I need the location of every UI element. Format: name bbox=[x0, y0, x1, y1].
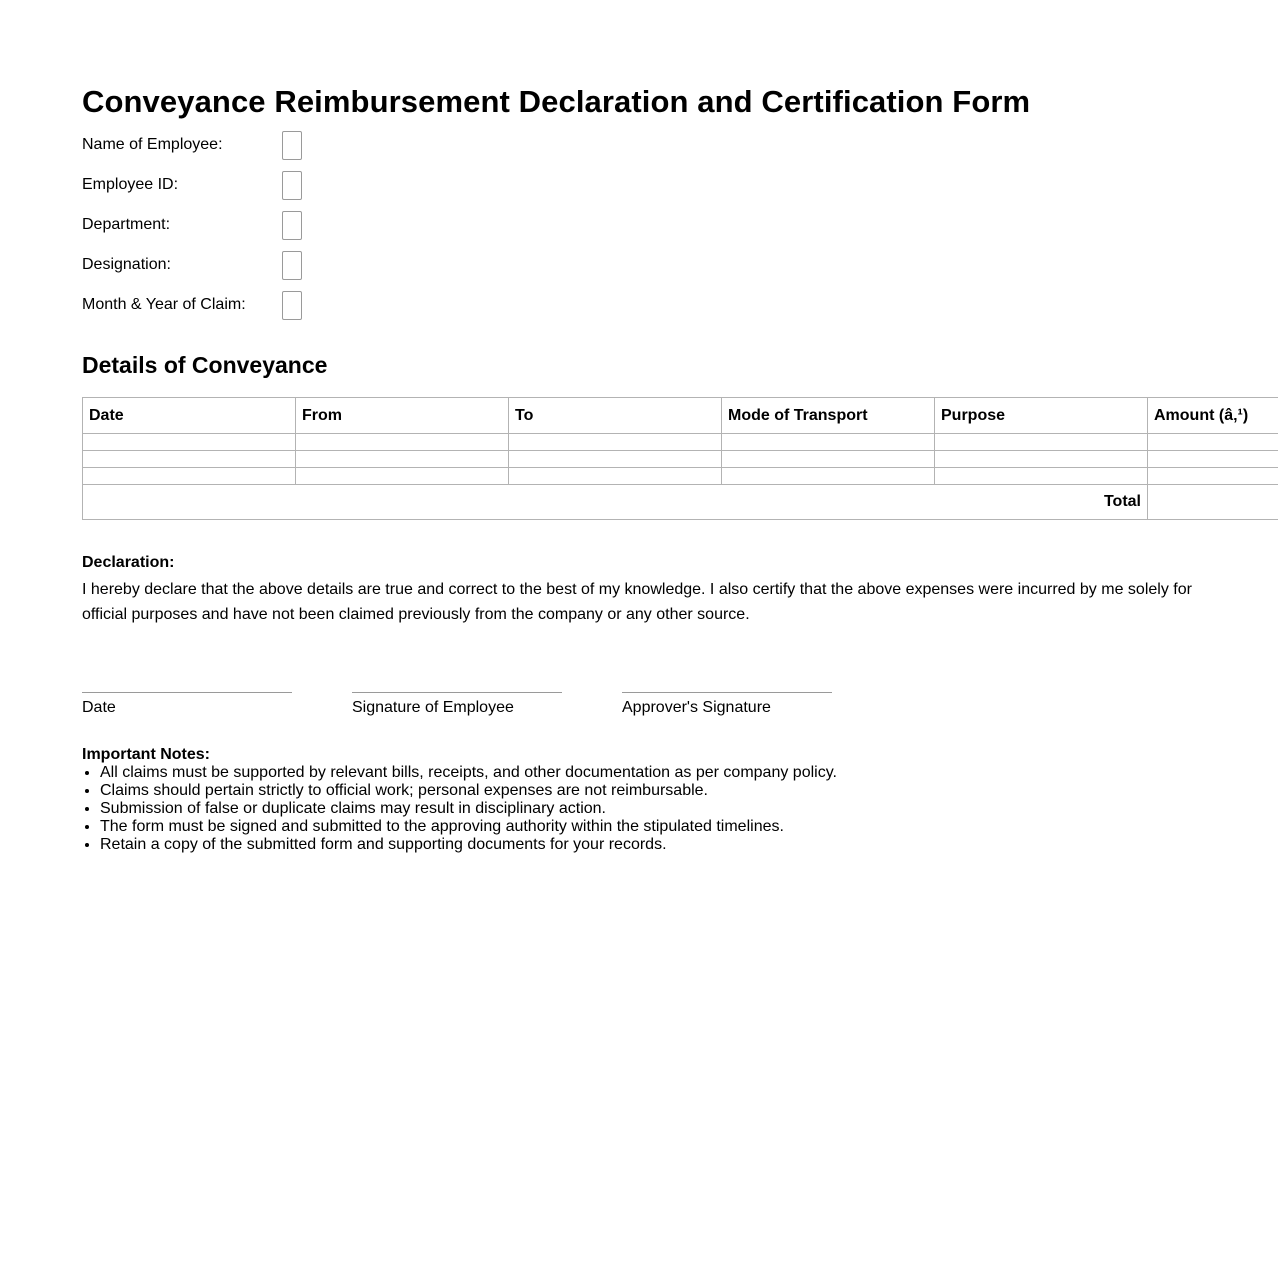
table-row bbox=[83, 468, 1278, 485]
column-header-purpose: Purpose bbox=[935, 398, 1148, 434]
field-name-of-employee bbox=[82, 129, 302, 161]
table-cell[interactable] bbox=[509, 451, 722, 468]
table-cell[interactable] bbox=[722, 468, 935, 485]
list-item: • The form must be signed and submitted to the approving authority within the stipulated timelines. bbox=[100, 818, 837, 836]
conveyance-table bbox=[82, 397, 1278, 520]
table-cell[interactable] bbox=[296, 451, 509, 468]
table-cell[interactable] bbox=[83, 434, 296, 451]
approver-signature-label: Approver's Signature bbox=[622, 699, 771, 716]
table-cell[interactable] bbox=[509, 468, 722, 485]
field-label: Month & Year of Claim: bbox=[82, 296, 246, 313]
notes-title: Important Notes: bbox=[82, 746, 210, 763]
table-cell[interactable] bbox=[722, 451, 935, 468]
column-header-amount: Amount (â‚¹) bbox=[1148, 398, 1278, 434]
table-cell[interactable] bbox=[722, 434, 935, 451]
details-heading: Details of Conveyance bbox=[82, 352, 328, 378]
notes-list bbox=[82, 764, 837, 854]
table-cell[interactable] bbox=[509, 434, 722, 451]
employee-signature-label: Signature of Employee bbox=[352, 699, 514, 716]
employee-id-input[interactable] bbox=[282, 171, 302, 200]
page-title: Conveyance Reimbursement Declaration and Certification Form bbox=[82, 84, 1031, 119]
table-cell[interactable] bbox=[296, 434, 509, 451]
table-cell[interactable] bbox=[935, 468, 1148, 485]
list-item: • All claims must be supported by relevant bills, receipts, and other documentation as per company policy. bbox=[100, 764, 837, 782]
field-department bbox=[82, 209, 302, 241]
field-label: Department: bbox=[82, 216, 171, 233]
column-header-mode-of-transport: Mode of Transport bbox=[722, 398, 935, 434]
approver-signature-line[interactable] bbox=[622, 692, 832, 717]
total-amount-cell[interactable] bbox=[1148, 485, 1278, 520]
column-header-to: To bbox=[509, 398, 722, 434]
table-cell[interactable] bbox=[83, 468, 296, 485]
date-signature-line[interactable] bbox=[82, 692, 292, 717]
table-row bbox=[83, 434, 1278, 451]
name-of-employee-input[interactable] bbox=[282, 131, 302, 160]
department-input[interactable] bbox=[282, 211, 302, 240]
field-employee-id bbox=[82, 169, 302, 201]
table-row bbox=[83, 451, 1278, 468]
declaration-title: Declaration: bbox=[82, 554, 175, 571]
field-designation bbox=[82, 249, 302, 281]
table-cell[interactable] bbox=[1148, 451, 1278, 468]
list-item: • Retain a copy of the submitted form and supporting documents for your records. bbox=[100, 836, 837, 854]
declaration-text: I hereby declare that the above details are true and correct to the best of my knowledge. I also certify that the above expenses were incurred by me solely for official purposes and have not been claimed previously from the company or any other source. bbox=[82, 581, 1192, 623]
field-label: Designation: bbox=[82, 256, 171, 273]
table-cell[interactable] bbox=[935, 451, 1148, 468]
field-label: Name of Employee: bbox=[82, 136, 223, 153]
month-year-of-claim-input[interactable] bbox=[282, 291, 302, 320]
table-cell[interactable] bbox=[1148, 434, 1278, 451]
total-row bbox=[83, 485, 1278, 520]
date-signature-label: Date bbox=[82, 699, 116, 716]
column-header-date: Date bbox=[83, 398, 296, 434]
table-cell[interactable] bbox=[1148, 468, 1278, 485]
column-header-from: From bbox=[296, 398, 509, 434]
field-month-year-of-claim bbox=[82, 289, 302, 321]
table-header-row bbox=[83, 398, 1278, 434]
field-label: Employee ID: bbox=[82, 176, 179, 193]
list-item: • Claims should pertain strictly to official work; personal expenses are not reimbursable. bbox=[100, 782, 837, 800]
designation-input[interactable] bbox=[282, 251, 302, 280]
table-cell[interactable] bbox=[296, 468, 509, 485]
employee-signature-line[interactable] bbox=[352, 692, 562, 717]
list-item: • Submission of false or duplicate claims may result in disciplinary action. bbox=[100, 800, 837, 818]
total-label: Total bbox=[83, 485, 1148, 520]
table-cell[interactable] bbox=[83, 451, 296, 468]
table-cell[interactable] bbox=[935, 434, 1148, 451]
